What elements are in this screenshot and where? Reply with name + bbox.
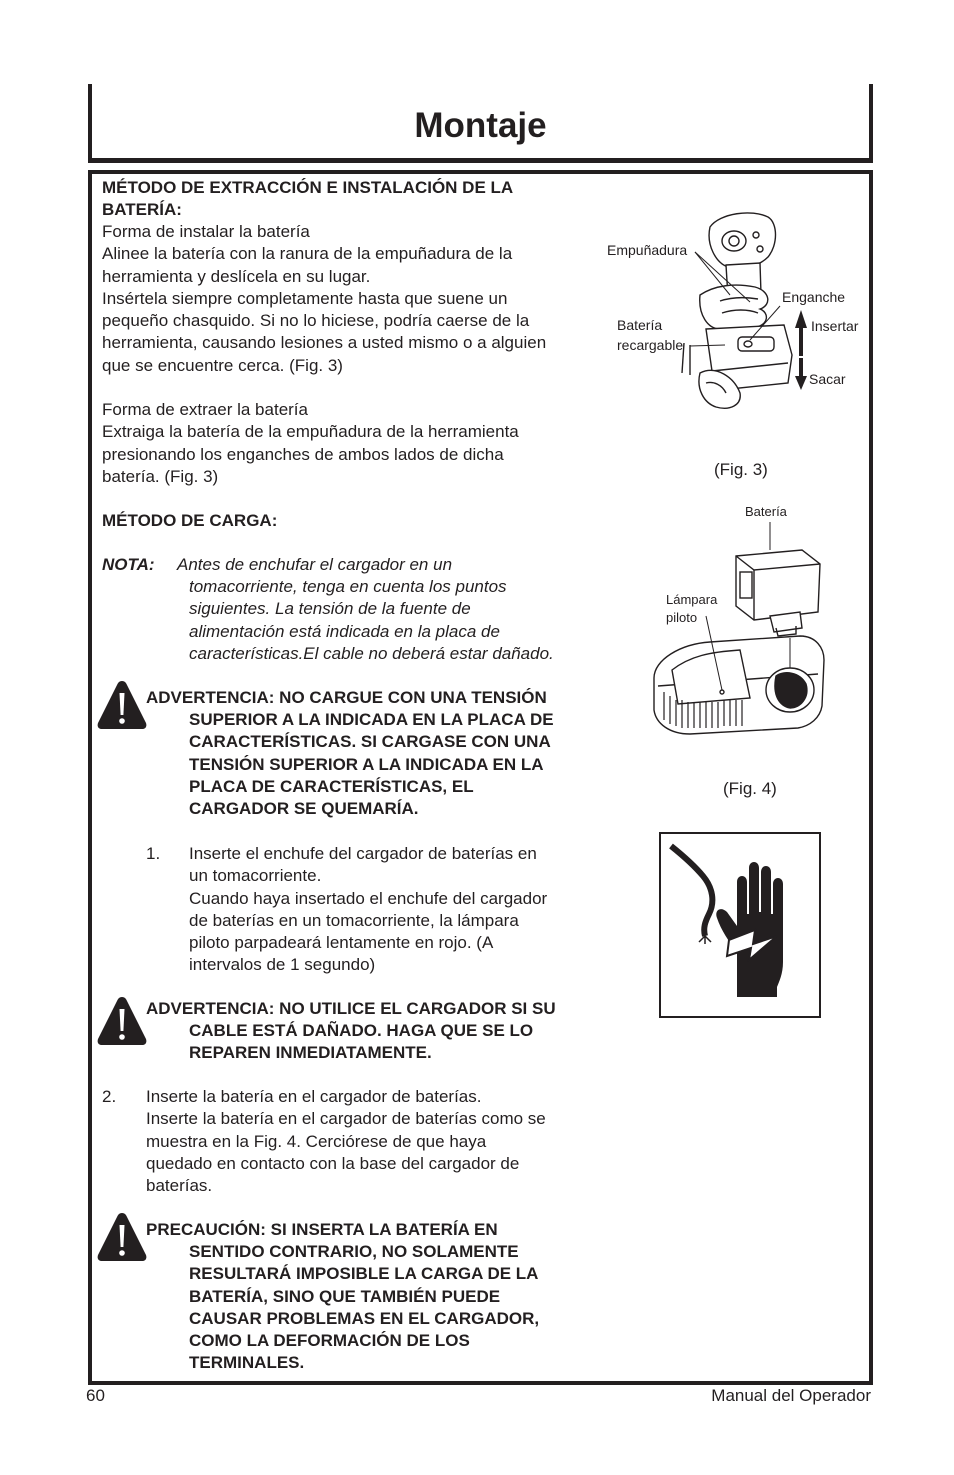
note-line-1: Antes de enchufar el cargador en un [177,555,453,574]
extract-paragraph: Forma de extraer la batería Extraiga la batería de la empuñadura de la herramienta presionando los enganches de ambos lados de dicha batería. (Fig. 3) [102,400,519,486]
fig3-label-battery-1: Batería [617,317,663,333]
electric-shock-hand-icon [659,832,821,1018]
fig4-label-lamp-1: Lámpara [666,592,718,607]
note-label: NOTA: [102,555,155,574]
fig3-label-grip: Empuñadura [607,242,688,258]
warning-triangle-icon [96,679,148,731]
caution-continuation: SENTIDO CONTRARIO, NO SOLAMENTE RESULTARÁ IMPOSIBLE LA CARGA DE LA BATERÍA, SINO QUE TAMBIÉN PUEDE CAUSAR PROBLEMAS EN EL CARGADOR, COMO LA DEFORMACIÓN DE LOS TERMINALES. [189,1242,540,1373]
fig3-caption: (Fig. 3) [714,460,768,479]
warning-triangle-icon [96,1211,148,1263]
page-number: 60 [86,1386,105,1405]
fig3-label-hook: Enganche [782,289,846,305]
section2-heading: MÉTODO DE CARGA: [102,511,278,530]
note-continuation: tomacorriente, tenga en cuenta los puntos siguientes. La tensión de la fuente de alimentación está indicada en la placa de características.El cable no deberá estar dañado. [189,577,554,663]
fig3-label-insert: Insertar [811,318,859,334]
caution-line-1: PRECAUCIÓN: SI INSERTA LA BATERÍA EN [146,1220,498,1239]
fig4-charger-illustration [650,520,830,745]
step2-text: Inserte la batería en el cargador de baterías. Inserte la batería en el cargador de baterías como se muestra en la Fig. 4. Cerciórese de que haya quedado en contacto con la base del cargador de baterías. [146,1087,546,1196]
fig3-label-remove: Sacar [809,371,846,387]
step1-text: Inserte el enchufe del cargador de baterías en un tomacorriente. Cuando haya insertado el enchufe del cargador de baterías en un tomacorriente, la lámpara piloto parpadeará lentamente en rojo. (A intervalos de 1 segundo) [189,844,548,975]
fig4-caption: (Fig. 4) [723,779,777,798]
fig4-label-lamp-2: piloto [666,610,698,625]
fig3-label-battery-2: recargable [617,337,684,353]
manual-title: Manual del Operador [711,1386,871,1405]
warning2-continuation: CABLE ESTÁ DAÑADO. HAGA QUE SE LO REPAREN INMEDIATAMENTE. [189,1021,534,1063]
warning1-line-1: ADVERTENCIA: NO CARGUE CON UNA TENSIÓN [146,688,547,707]
warning1-continuation: SUPERIOR A LA INDICADA EN LA PLACA DE CARACTERÍSTICAS. SI CARGASE CON UNA TENSIÓN SUPERIOR A LA INDICADA EN LA PLACA DE CARACTERÍSTICAS, EL CARGADOR SE QUEMARÍA. [189,710,554,819]
section1-heading: MÉTODO DE EXTRACCIÓN E INSTALACIÓN DE LA BATERÍA: [102,178,514,220]
install-paragraph: Forma de instalar la batería Alinee la batería con la ranura de la empuñadura de la herramienta y deslícela en su lugar. Insértela siempre completamente hasta que suene un pequeño chasquido. Si no lo hiciese, podría caerse de la herramienta, causando lesiones a usted mismo o a alguien que se encuentre cerca. (Fig. 3) [102,222,547,375]
step1-number: 1. [146,844,161,863]
step2-number: 2. [102,1087,117,1106]
fig4-label-battery: Batería [745,504,787,519]
warning-triangle-icon [96,995,148,1047]
title-box [88,84,873,163]
warning2-line-1: ADVERTENCIA: NO UTILICE EL CARGADOR SI SU [146,999,556,1018]
page-title: Montaje [414,106,547,145]
